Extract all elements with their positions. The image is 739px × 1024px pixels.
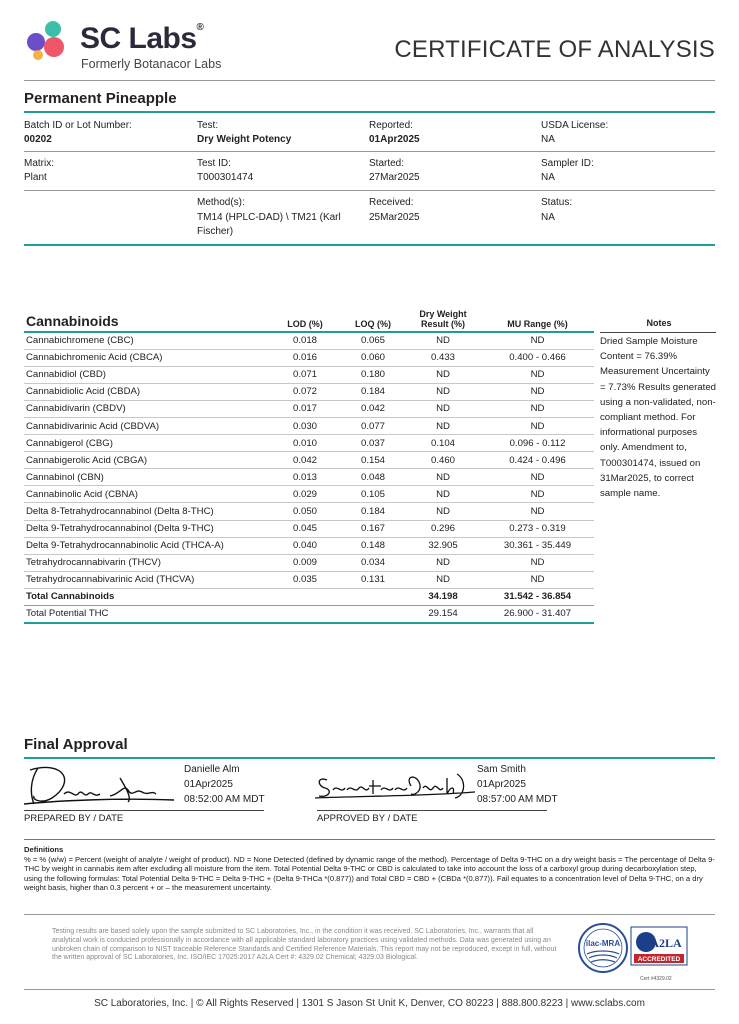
mu-range-value: 30.361 - 35.449 [481, 537, 594, 554]
table-header-row [24, 300, 594, 332]
lod-value: 0.030 [269, 417, 341, 434]
mu-range-value: ND [481, 417, 594, 434]
result-value: ND [405, 571, 481, 588]
mu-range-value: ND [481, 366, 594, 383]
prepared-time: 08:52:00 AM MDT [184, 794, 265, 805]
result-value: ND [405, 417, 481, 434]
definitions-bottom-divider [24, 914, 715, 915]
started-label: Started: [369, 158, 405, 169]
analyte-name: Tetrahydrocannabivarin (THCV) [24, 554, 269, 571]
cannabinoids-table-body [24, 332, 594, 623]
analyte-name: Cannabichromenic Acid (CBCA) [24, 349, 269, 366]
result-value: ND [405, 469, 481, 486]
lod-value [269, 606, 341, 623]
mu-range-value: ND [481, 469, 594, 486]
matrix-label: Matrix: [24, 158, 54, 169]
lod-value: 0.072 [269, 383, 341, 400]
loq-value: 0.034 [341, 554, 405, 571]
result-value: 0.460 [405, 452, 481, 469]
table-row [24, 366, 594, 383]
reported-label: Reported: [369, 120, 413, 131]
notes-header: Notes [646, 318, 672, 328]
sampler-value: NA [541, 172, 555, 183]
usda-label: USDA License: [541, 120, 609, 131]
lod-value: 0.010 [269, 435, 341, 452]
started-value: 27Mar2025 [369, 172, 420, 183]
result-value: 0.104 [405, 435, 481, 452]
analyte-name: Cannabinolic Acid (CBNA) [24, 486, 269, 503]
result-value: 0.296 [405, 520, 481, 537]
table-row [24, 417, 594, 434]
loq-value: 0.037 [341, 435, 405, 452]
result-value: ND [405, 486, 481, 503]
lod-value: 0.071 [269, 366, 341, 383]
lod-value: 0.013 [269, 469, 341, 486]
table-row [24, 435, 594, 452]
mu-range-value: ND [481, 571, 594, 588]
table-row [24, 486, 594, 503]
table-row [24, 503, 594, 520]
mu-range-value: ND [481, 400, 594, 417]
prepared-line [24, 810, 264, 811]
analyte-name: Delta 8-Tetrahydrocannabinol (Delta 8-THC) [24, 503, 269, 520]
approved-label: APPROVED BY / DATE [317, 813, 418, 824]
final-approval-title: Final Approval [24, 736, 128, 753]
result-header-line2: Result (%) [420, 319, 465, 329]
loq-value: 0.184 [341, 383, 405, 400]
notes-text: Dried Sample Moisture Content = 76.39% Measurement Uncertainty = 7.73% Results generated using a non-validated, non-compliant method. For informational purposes only. Amendment to, T000301474, issued on 31Mar2025, to correct sample name. [600, 336, 717, 500]
row-divider [24, 190, 715, 191]
lod-value: 0.009 [269, 554, 341, 571]
sample-name: Permanent Pineapple [24, 90, 177, 107]
result-value: 29.154 [405, 606, 481, 623]
result-value: 34.198 [405, 588, 481, 605]
sampler-label: Sampler ID: [541, 158, 594, 169]
usda-value: NA [541, 134, 555, 145]
table-row [24, 349, 594, 366]
approved-signature [315, 766, 475, 806]
header-divider [24, 80, 715, 81]
result-value: 32.905 [405, 537, 481, 554]
method-value-line1: TM14 (HPLC-DAD) \ TM21 (Karl [197, 212, 341, 223]
total-label: Total Cannabinoids [24, 588, 269, 605]
definitions-text: % = % (w/w) = Percent (weight of analyte / weight of product). ND = None Detected (defined by dynamic range of the method). Percentage of Delta 9-THC on a dry weight basis = The percentage of Delta 9-THC by weight in cannabis item after excluding all moisture from the item. Total Potential Delta 9-THC or CBD is calculated to take into account the loss of a carboxyl group during decarboxylation step, using the following formulas: Total Potential Delta 9-THC = Delta 9-THC + (Delta 9-THCa *(0.877)) and Total CBD = CBD + (CBDa *(0.877)). Fail equates to a concentration level of Delta 9-THC, on a dry weight basis, higher than 0.3 percent + or – the measurement uncertainty. [24, 854, 715, 893]
lod-header: LOD (%) [269, 300, 341, 332]
brand-registered-mark: ® [196, 22, 204, 33]
brand-name: SC Labs [80, 22, 197, 55]
total-label: Total Potential THC [24, 606, 269, 623]
loq-value: 0.077 [341, 417, 405, 434]
cannabinoids-table [24, 300, 594, 624]
table-row [24, 452, 594, 469]
method-label: Method(s): [197, 197, 245, 208]
brand-subtitle: Formerly Botanacor Labs [81, 57, 222, 71]
svg-text:A2LA: A2LA [650, 936, 682, 950]
svg-text:ilac-MRA: ilac-MRA [585, 939, 621, 948]
approved-time: 08:57:00 AM MDT [477, 794, 558, 805]
loq-value: 0.184 [341, 503, 405, 520]
a2la-accredited-logo-icon [630, 926, 688, 966]
info-grid-divider [24, 244, 715, 246]
analyte-name: Delta 9-Tetrahydrocannabinol (Delta 9-THC) [24, 520, 269, 537]
analyte-name: Cannabigerol (CBG) [24, 435, 269, 452]
cannabinoids-title: Cannabinoids [24, 300, 269, 332]
analyte-name: Cannabigerolic Acid (CBGA) [24, 452, 269, 469]
mu-range-value: 31.542 - 36.854 [481, 588, 594, 605]
loq-value: 0.167 [341, 520, 405, 537]
loq-value: 0.148 [341, 537, 405, 554]
analyte-name: Delta 9-Tetrahydrocannabinolic Acid (THCA-A) [24, 537, 269, 554]
disclaimer-text: Testing results are based solely upon the sample submitted to SC Laboratories, Inc., in the condition it was received. SC Laboratories, Inc., warrants that all analytical work is conducted professionally in accordance with all applicable standard laboratory practices using validated methods. Data was generated using an unbroken chain of comparison to NIST traceable Reference Standards and Certified Reference Materials. This report may not be reproduced, except in full, without the written approval of SC Laboratories, Inc. ISO/IEC 17025:2017 A2LA Cert #: 4329.02 Chemical; 4329.03 Biological. [52, 928, 557, 962]
analyte-name: Cannabichromene (CBC) [24, 332, 269, 349]
lod-value: 0.050 [269, 503, 341, 520]
status-value: NA [541, 212, 555, 223]
loq-value: 0.065 [341, 332, 405, 349]
prepared-name: Danielle Alm [184, 764, 240, 775]
mu-range-value: ND [481, 383, 594, 400]
total-row [24, 588, 594, 605]
table-row [24, 383, 594, 400]
mu-range-value: ND [481, 554, 594, 571]
analyte-name: Tetrahydrocannabivarinic Acid (THCVA) [24, 571, 269, 588]
footer-divider [24, 989, 715, 990]
loq-value: 0.042 [341, 400, 405, 417]
batch-value: 00202 [24, 134, 52, 145]
test-label: Test: [197, 120, 219, 131]
prepared-label: PREPARED BY / DATE [24, 813, 124, 824]
mu-range-value: ND [481, 486, 594, 503]
loq-value: 0.105 [341, 486, 405, 503]
result-value: ND [405, 554, 481, 571]
mu-range-value: 26.900 - 31.407 [481, 606, 594, 623]
analyte-name: Cannabidivarinic Acid (CBDVA) [24, 417, 269, 434]
loq-value [341, 588, 405, 605]
matrix-value: Plant [24, 172, 47, 183]
table-row [24, 400, 594, 417]
received-label: Received: [369, 197, 414, 208]
prepared-signature [24, 758, 184, 810]
lod-value: 0.018 [269, 332, 341, 349]
cert-number: Cert #4329.02 [640, 976, 672, 982]
analyte-name: Cannabinol (CBN) [24, 469, 269, 486]
method-value-line2: Fischer) [197, 226, 234, 237]
result-value: ND [405, 400, 481, 417]
lod-value: 0.042 [269, 452, 341, 469]
result-value: ND [405, 332, 481, 349]
analyte-name: Cannabidiolic Acid (CBDA) [24, 383, 269, 400]
result-value: ND [405, 383, 481, 400]
definitions-title: Definitions [24, 845, 64, 854]
sc-labs-logo-icon [24, 20, 74, 64]
analyte-name: Cannabidivarin (CBDV) [24, 400, 269, 417]
mu-range-value: 0.424 - 0.496 [481, 452, 594, 469]
mu-range-value: ND [481, 503, 594, 520]
table-row [24, 520, 594, 537]
loq-value: 0.131 [341, 571, 405, 588]
lod-value: 0.035 [269, 571, 341, 588]
lod-value: 0.017 [269, 400, 341, 417]
approved-date: 01Apr2025 [477, 779, 526, 790]
reported-value: 01Apr2025 [369, 134, 420, 145]
approved-line [317, 810, 547, 811]
total-thc-row [24, 606, 594, 623]
notes-header-divider [600, 332, 716, 333]
batch-label: Batch ID or Lot Number: [24, 120, 132, 131]
document-title: CERTIFICATE OF ANALYSIS [394, 36, 715, 63]
lod-value: 0.016 [269, 349, 341, 366]
ilac-mra-logo-icon [577, 922, 629, 974]
footer-text: SC Laboratories, Inc. | © All Rights Reserved | 1301 S Jason St Unit K, Denver, CO 80223 | 888.800.8223 | www.sclabs.com [94, 998, 645, 1009]
prepared-date: 01Apr2025 [184, 779, 233, 790]
lod-value: 0.045 [269, 520, 341, 537]
table-row [24, 537, 594, 554]
definitions-block [24, 845, 716, 893]
lod-value [269, 588, 341, 605]
loq-value: 0.180 [341, 366, 405, 383]
loq-value: 0.048 [341, 469, 405, 486]
analyte-name: Cannabidiol (CBD) [24, 366, 269, 383]
row-divider [24, 151, 715, 152]
mu-range-value: 0.400 - 0.466 [481, 349, 594, 366]
result-value: ND [405, 366, 481, 383]
table-row [24, 554, 594, 571]
table-row [24, 469, 594, 486]
received-value: 25Mar2025 [369, 212, 420, 223]
definitions-divider [24, 839, 715, 840]
loq-header: LOQ (%) [341, 300, 405, 332]
svg-text:ACCREDITED: ACCREDITED [637, 956, 681, 963]
approved-name: Sam Smith [477, 764, 526, 775]
mu-range-value: 0.273 - 0.319 [481, 520, 594, 537]
table-row [24, 571, 594, 588]
result-value: 0.433 [405, 349, 481, 366]
result-value: ND [405, 503, 481, 520]
test-id-label: Test ID: [197, 158, 231, 169]
loq-value: 0.060 [341, 349, 405, 366]
lod-value: 0.029 [269, 486, 341, 503]
sample-name-divider [24, 111, 715, 113]
loq-value [341, 606, 405, 623]
result-header-line1: Dry Weight [419, 309, 467, 319]
status-label: Status: [541, 197, 573, 208]
table-row [24, 332, 594, 349]
lod-value: 0.040 [269, 537, 341, 554]
mu-range-value: ND [481, 332, 594, 349]
mu-range-value: 0.096 - 0.112 [481, 435, 594, 452]
test-value: Dry Weight Potency [197, 134, 292, 145]
result-header [405, 300, 481, 332]
loq-value: 0.154 [341, 452, 405, 469]
mu-header: MU Range (%) [481, 300, 594, 332]
test-id-value: T000301474 [197, 172, 254, 183]
